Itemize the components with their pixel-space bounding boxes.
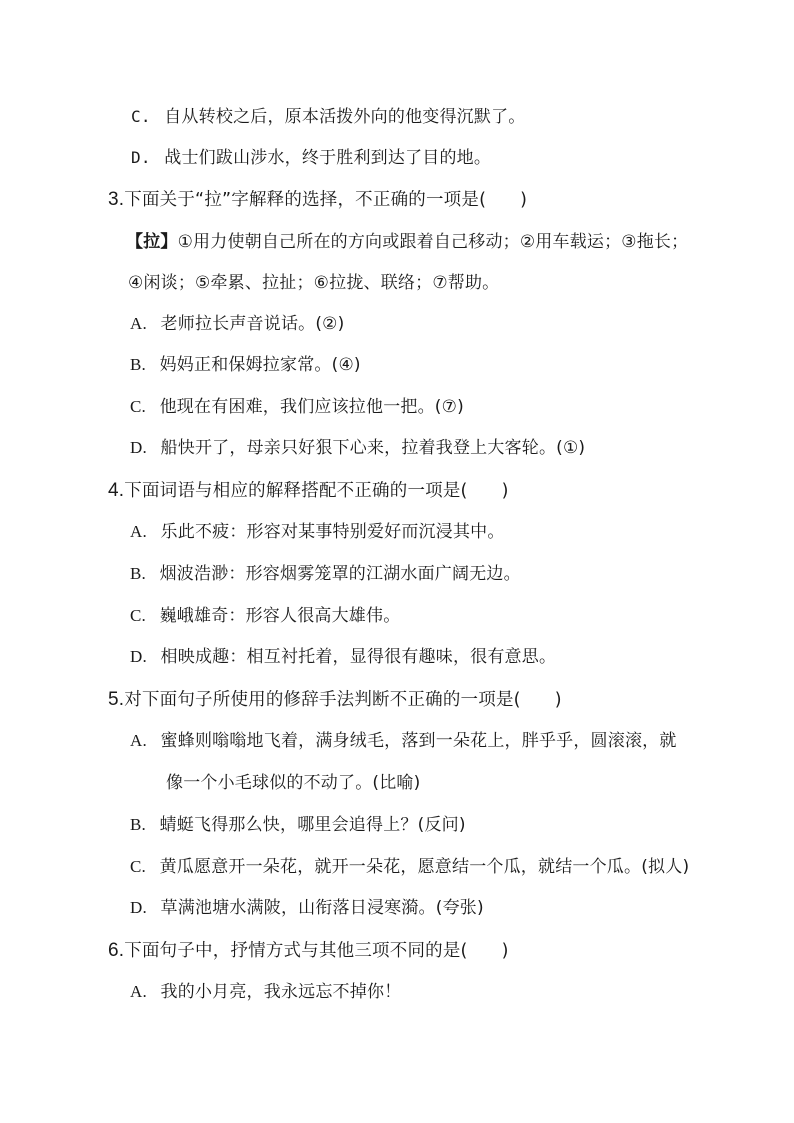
option-text: 蜜蜂则嗡嗡地飞着，满身绒毛，落到一朵花上，胖乎乎，圆滚滚，就 xyxy=(160,731,677,751)
option-a-q5-continued xyxy=(166,771,420,795)
option-text: 相映成趣：相互衬托着，显得很有趣味，很有意思。 xyxy=(160,647,557,667)
option-a-q5 xyxy=(130,729,677,753)
question-paren-close: ) xyxy=(554,690,562,710)
option-c-q4 xyxy=(130,604,400,628)
option-text: 像一个小毛球似的不动了。(比喻) xyxy=(166,773,421,793)
option-text: 巍峨雄奇：形容人很高大雄伟。 xyxy=(159,606,401,626)
definition-line-2 xyxy=(128,271,499,295)
question-6 xyxy=(108,939,509,963)
question-3 xyxy=(108,188,527,212)
definition-text: ①用力使朝自己所在的方向或跟着自己移动；②用车载运；③拖长； xyxy=(177,232,689,252)
option-letter: C. xyxy=(131,107,151,126)
definition-head: 【拉】 xyxy=(126,232,178,252)
question-5 xyxy=(108,688,562,712)
option-text: 黄瓜愿意开一朵花，就开一朵花，愿意结一个瓜，就结一个瓜。(拟人) xyxy=(159,857,690,877)
option-text: 烟波浩渺：形容烟雾笼罩的江湖水面广阔无边。 xyxy=(159,564,521,584)
option-letter: C. xyxy=(130,857,146,876)
option-letter: C. xyxy=(130,397,146,416)
option-d-q3 xyxy=(130,436,585,460)
option-text: 老师拉长声音说话。(②) xyxy=(160,314,345,334)
option-d-q5 xyxy=(130,896,484,920)
option-text: 妈妈正和保姆拉家常。(④) xyxy=(159,355,361,375)
question-text: 下面句子中，抒情方式与其他三项不同的是( xyxy=(124,941,468,961)
option-letter: A. xyxy=(130,731,147,750)
option-b-q4 xyxy=(130,562,521,586)
option-text: 草满池塘水满陂，山衔落日浸寒漪。(夸张) xyxy=(160,898,484,918)
definition-line-1 xyxy=(126,230,688,254)
option-text: 他现在有困难，我们应该拉他一把。(⑦) xyxy=(159,397,464,417)
option-text: 自从转校之后，原本活拨外向的他变得沉默了。 xyxy=(164,107,526,127)
question-4 xyxy=(108,479,509,503)
definition-text: ④闲谈；⑤牵累、拉扯；⑥拉拢、联络；⑦帮助。 xyxy=(128,273,500,293)
option-text: 船快开了，母亲只好狠下心来，拉着我登上大客轮。(①) xyxy=(160,438,586,458)
question-paren-close: ) xyxy=(501,481,509,501)
option-text: 战士们跋山涉水，终于胜利到达了目的地。 xyxy=(164,148,492,168)
option-letter: D. xyxy=(130,647,147,666)
option-text: 我的小月亮，我永远忘不掉你！ xyxy=(160,982,402,1002)
option-letter: B. xyxy=(130,564,146,583)
option-text: 蜻蜓飞得那么快，哪里会追得上？(反问) xyxy=(159,815,466,835)
option-d-q4 xyxy=(130,645,556,669)
question-paren-close: ) xyxy=(501,941,509,961)
option-a-q4 xyxy=(130,520,505,544)
option-letter: A. xyxy=(130,522,147,541)
question-text: 对下面句子所使用的修辞手法判断不正确的一项是( xyxy=(124,690,521,710)
question-number: 5. xyxy=(108,689,125,710)
question-paren-close: ) xyxy=(520,190,528,210)
question-number: 3. xyxy=(108,189,125,210)
option-letter: D. xyxy=(131,148,151,167)
question-text: 下面关于“拉”字解释的选择，不正确的一项是( xyxy=(124,190,487,210)
option-a-q6 xyxy=(130,980,401,1004)
question-number: 4. xyxy=(108,480,125,501)
option-letter: B. xyxy=(130,355,146,374)
option-b-q5 xyxy=(130,813,466,837)
option-b-q3 xyxy=(130,353,361,377)
option-letter: D. xyxy=(130,898,147,917)
option-letter: A. xyxy=(130,314,147,333)
option-letter: C. xyxy=(130,606,146,625)
option-a-q3 xyxy=(130,312,344,336)
option-d-q2 xyxy=(131,146,491,170)
option-letter: A. xyxy=(130,982,147,1001)
option-c-q5 xyxy=(130,855,689,879)
option-c-q2 xyxy=(131,105,525,129)
question-text: 下面词语与相应的解释搭配不正确的一项是( xyxy=(124,481,468,501)
question-number: 6. xyxy=(108,940,125,961)
option-letter: D. xyxy=(130,438,147,457)
option-c-q3 xyxy=(130,395,464,419)
option-letter: B. xyxy=(130,815,146,834)
option-text: 乐此不疲：形容对某事特别爱好而沉浸其中。 xyxy=(160,522,505,542)
